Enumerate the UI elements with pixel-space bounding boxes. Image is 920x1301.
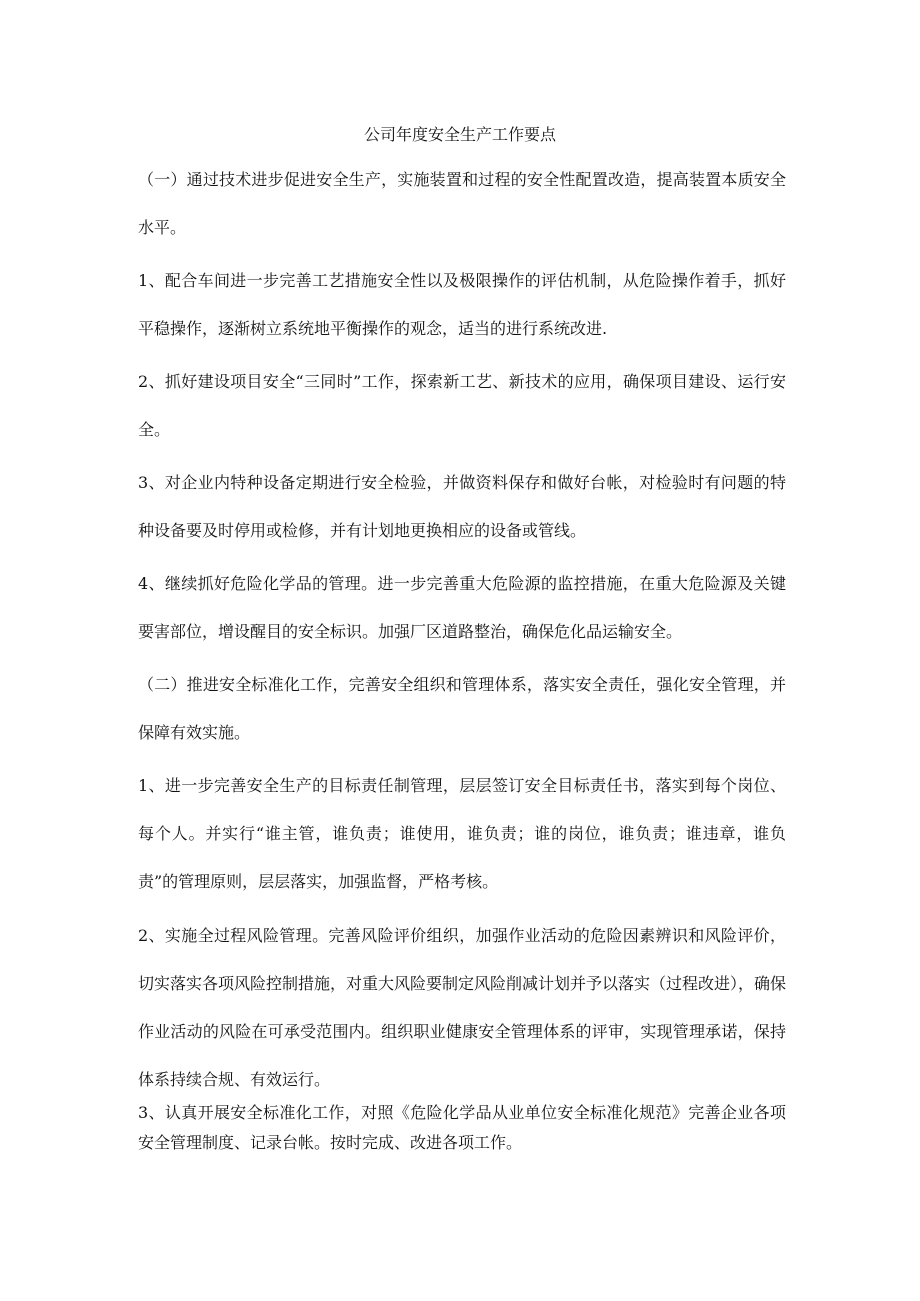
- section-heading-1: （一）通过技术进步促进安全生产，实施装置和过程的安全性配置改造，提高装置本质安全水平。: [138, 170, 786, 237]
- paragraph-item-2-1: 1、进一步完善安全生产的目标责任制管理，层层签订安全目标责任书，落实到每个岗位、每个人。并实行“谁主管，谁负责；谁使用，谁负责；谁的岗位，谁负责；谁违章，谁负责”的管理原则，层层落实，加强监督，严格考核。: [138, 776, 786, 891]
- section-heading-2: （二）推进安全标准化工作，完善安全组织和管理体系，落实安全责任，强化安全管理，并保障有效实施。: [138, 675, 786, 742]
- paragraph-item-1-4: 4、继续抓好危险化学品的管理。进一步完善重大危险源的监控措施，在重大危险源及关键要害部位，增设醒目的安全标识。加强厂区道路整治，确保危化品运输安全。: [138, 574, 786, 641]
- document-title: 公司年度安全生产工作要点: [363, 125, 556, 144]
- paragraph-item-2-3: 3、认真开展安全标准化工作，对照《危险化学品从业单位安全标准化规范》完善企业各项安全管理制度、记录台帐。按时完成、改进各项工作。: [138, 1103, 786, 1152]
- paragraph-item-1-3: 3、对企业内特种设备定期进行安全检验，并做资料保存和做好台帐，对检验时有问题的特种设备要及时停用或检修，并有计划地更换相应的设备或管线。: [138, 473, 786, 540]
- paragraph-item-2-2: 2、实施全过程风险管理。完善风险评价组织，加强作业活动的危险因素辨识和风险评价，切实落实各项风险控制措施，对重大风险要制定风险削减计划并予以落实（过程改进），确保作业活动的风险在可承受范围内。组织职业健康安全管理体系的评审，实现管理承诺，保持体系持续合规、有效运行。: [138, 926, 787, 1089]
- paragraph-item-1-1: 1、配合车间进一步完善工艺措施安全性以及极限操作的评估机制，从危险操作着手，抓好平稳操作，逐渐树立系统地平衡操作的观念，适当的进行系统改进.: [138, 271, 786, 338]
- paragraph-item-1-2: 2、抓好建设项目安全“三同时”工作，探索新工艺、新技术的应用，确保项目建设、运行安全。: [138, 372, 786, 439]
